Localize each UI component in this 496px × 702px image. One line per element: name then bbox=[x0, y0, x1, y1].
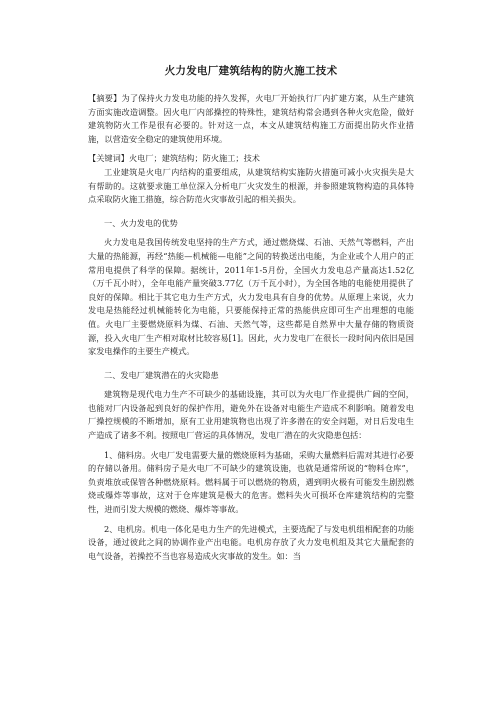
section-2-heading: 二、发电厂建筑潜在的火灾隐患 bbox=[104, 369, 219, 380]
list-item-motor-room: 2、电机房。机电一体化是电力生产的先进模式，主要选配了与发电机组相配套的功能设备，通过彼此之间的协调作业产出电能。电机房存放了火力发电机组及其它大量配套的电气设备，若操控不当也容易造成火灾事故的发生。如：当 bbox=[88, 523, 414, 561]
intro-paragraph: 工业建筑是火电厂内结构的重要组成，从建筑结构实施防火措施可减小火灾损失是大有帮助的。这就要求施工单位深入分析电厂火灾发生的根源，并参照建筑物构造的具体特点采取防火施工措施，综合防范火灾事故引起的相关损失。 bbox=[88, 166, 414, 205]
section-1-heading: 一、火力发电的优势 bbox=[104, 217, 178, 228]
section-1-paragraph: 火力发电是我国传统发电坚持的生产方式，通过燃烧煤、石油、天然气等燃料，产出大量的热能源，再经“热能—机械能—电能”之间的转换送出电能，为企业或个人用户的正常用电提供了科学的保障。据统计，2011年1-5月份，全国火力发电总产量高达1.52亿（万千瓦小时），全年电能产量突破3.77亿（万千瓦小时），为全国各地的电能使用提供了良好的保障。相比于其它电力生产方式，火力发电具有自身的优势。从原理上来说，火力发电是热能经过机械能转化为电能，只要能保持正常的热能供应即可生产出理想的电能值。火电厂主要燃烧原料为煤、石油、天然气等，这些都是自然界中大量存储的物质资源，投入火电厂生产相对取材比较容易[1]。因此，火力发电厂在很长一段时间内依旧是国家发电操作的主要生产模式。 bbox=[88, 237, 414, 357]
section-2-paragraph: 建筑物是现代电力生产不可缺少的基础设施，其可以为火电厂作业提供广阔的空间，也能对厂内设备起到良好的保护作用，避免外在设备对电能生产造成不利影响。随着发电厂操控规模的不断增加，原有工业用建筑物也出现了许多潜在的安全问题，对日后发电生产造成了诸多不利。按照电厂营运的具体情况，发电厂潜在的火灾隐患包括： bbox=[88, 389, 414, 441]
document-title: 火力发电厂建筑结构的防火施工技术 bbox=[164, 65, 338, 77]
document-page bbox=[88, 64, 414, 563]
keywords: 【关键词】火电厂；建筑结构；防火施工；技术 bbox=[88, 153, 260, 164]
abstract: 【摘要】为了保持火力发电功能的持久发挥，火电厂开始执行厂内扩建方案，从生产建筑方面实施改造调整。因火电厂内部操控的特殊性，建筑结构常会遇到各种火灾危险，做好建筑物防火工作是很有必要的。针对这一点，本文从建筑结构施工方面提出防火作业措施，以营造安全稳定的建筑使用环境。 bbox=[88, 93, 414, 144]
list-item-storage-room: 1、储料房。火电厂发电需要大量的燃烧原料为基础，采购大量燃料后需对其进行必要的存储以备用。储料房子是火电厂不可缺少的建筑设施，也就是通常所说的“物料仓库”，负责堆放或保管各种燃烧原料。燃料属于可以燃烧的物质，遇到明火极有可能发生剧烈燃烧或爆炸等事故，这对于仓库建筑是极大的危害。燃料失火可损坏仓库建筑结构的完整性，进而引发大规模的燃烧、爆炸等事故。 bbox=[88, 449, 414, 515]
